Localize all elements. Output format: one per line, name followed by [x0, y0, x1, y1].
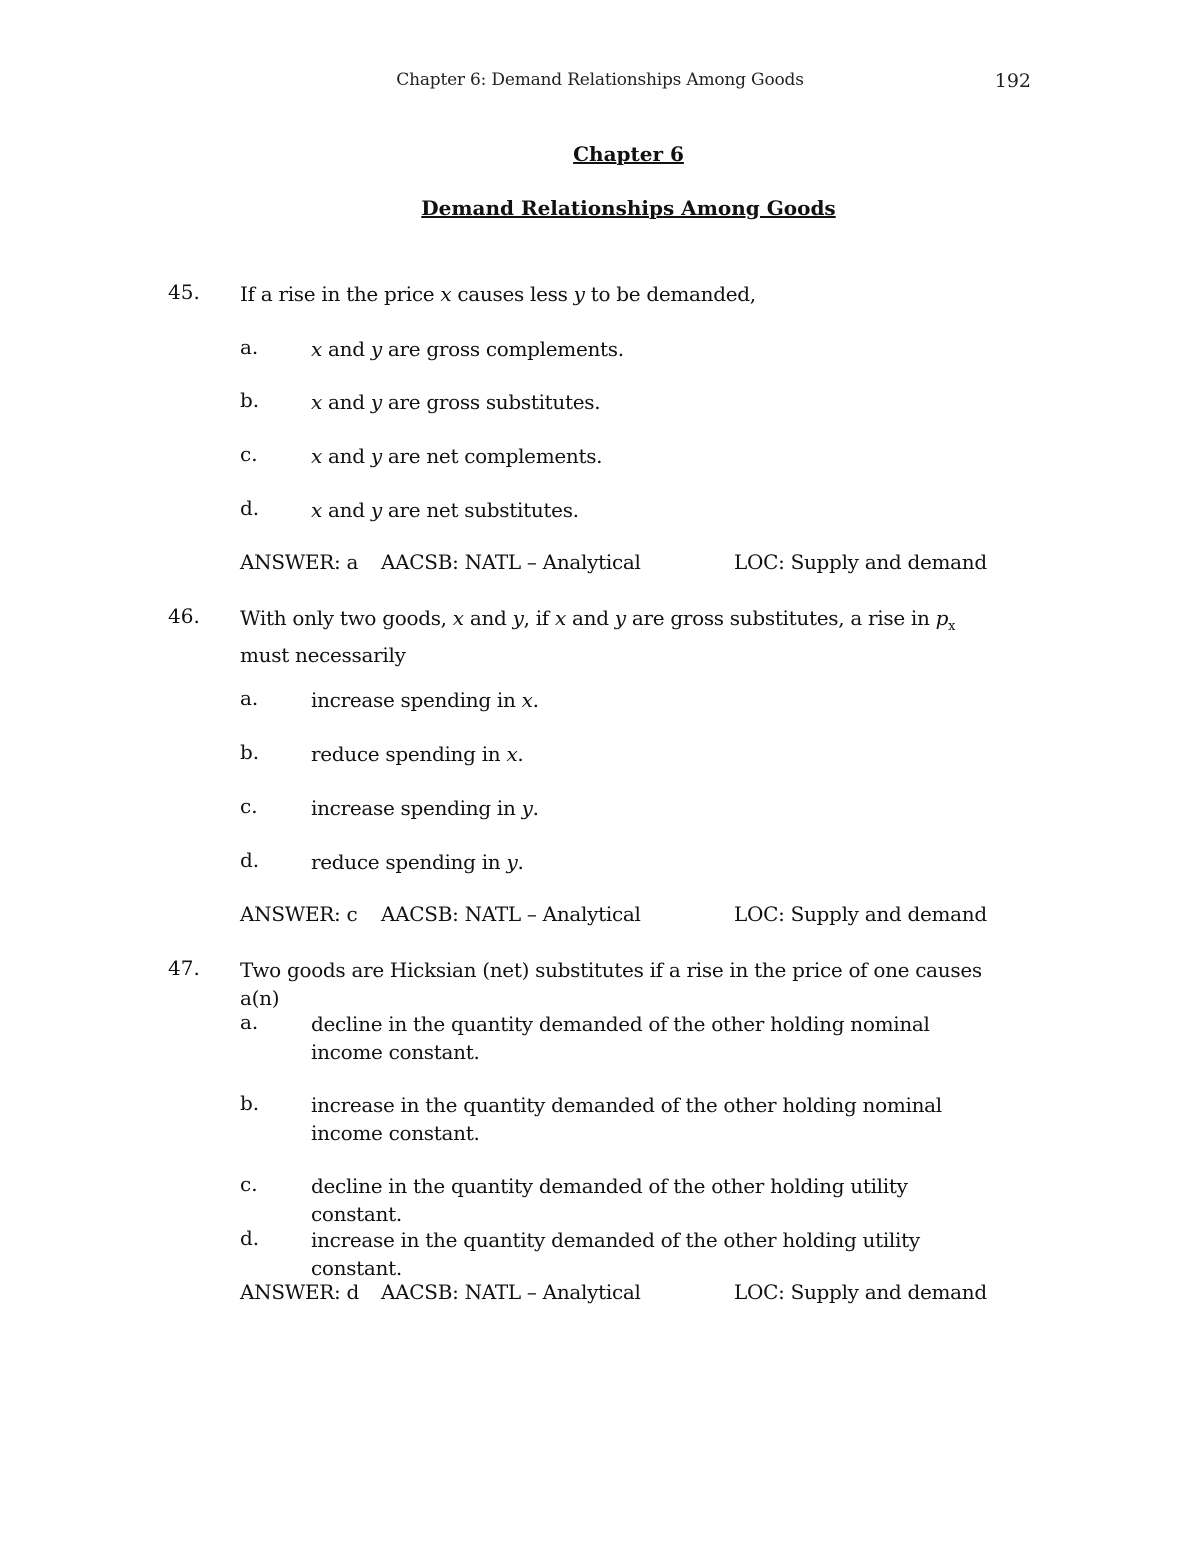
question-stem: Two goods are Hicksian (net) substitutes if a rise in the price of one causes a(n) [240, 958, 982, 1010]
option-text: increase spending in y. [311, 796, 539, 820]
question-number: 46. [168, 604, 200, 628]
question-stem: With only two goods, x and y, if x and y are gross substitutes, a rise in $p_x$ must necessarily [240, 606, 956, 667]
option-text: increase in the quantity demanded of the other holding nominal income constant. [311, 1093, 942, 1145]
option-text: x and y are net complements. [311, 444, 603, 468]
option-letter: a. [240, 686, 259, 710]
question-number: 45. [168, 280, 200, 304]
option-text: reduce spending in x. [311, 742, 524, 766]
option-text: x and y are net substitutes. [311, 498, 579, 522]
aacsb-tag: AACSB: NATL – Analytical [381, 550, 641, 574]
running-header-title: Chapter 6: Demand Relationships Among Goods [396, 70, 804, 90]
option-letter: a. [240, 335, 259, 359]
aacsb-tag: AACSB: NATL – Analytical [381, 1280, 641, 1304]
question-stem: If a rise in the price x causes less y to be demanded, [240, 282, 756, 306]
chapter-heading: Chapter 6 [573, 142, 684, 166]
loc-tag: LOC: Supply and demand [734, 902, 987, 926]
option-text: x and y are gross substitutes. [311, 390, 601, 414]
option-letter: b. [240, 1091, 260, 1115]
option-text: x and y are gross complements. [311, 337, 624, 361]
option-letter: c. [240, 442, 258, 466]
option-letter: c. [240, 1172, 258, 1196]
option-letter: a. [240, 1010, 259, 1034]
option-letter: b. [240, 388, 260, 412]
option-letter: c. [240, 794, 258, 818]
option-letter: d. [240, 1226, 260, 1250]
option-text: decline in the quantity demanded of the other holding utility constant. [311, 1174, 908, 1226]
option-text: increase in the quantity demanded of the other holding utility constant. [311, 1228, 920, 1280]
loc-tag: LOC: Supply and demand [734, 550, 987, 574]
answer-key: ANSWER: d [240, 1280, 360, 1304]
question-number: 47. [168, 956, 200, 980]
option-text: decline in the quantity demanded of the other holding nominal income constant. [311, 1012, 930, 1064]
answer-key: ANSWER: c [240, 902, 358, 926]
answer-key: ANSWER: a [240, 550, 359, 574]
option-letter: b. [240, 740, 260, 764]
aacsb-tag: AACSB: NATL – Analytical [381, 902, 641, 926]
option-letter: d. [240, 848, 260, 872]
option-text: increase spending in x. [311, 688, 539, 712]
loc-tag: LOC: Supply and demand [734, 1280, 987, 1304]
option-letter: d. [240, 496, 260, 520]
page-number: 192 [994, 70, 1031, 92]
option-text: reduce spending in y. [311, 850, 524, 874]
chapter-subtitle: Demand Relationships Among Goods [421, 196, 836, 220]
